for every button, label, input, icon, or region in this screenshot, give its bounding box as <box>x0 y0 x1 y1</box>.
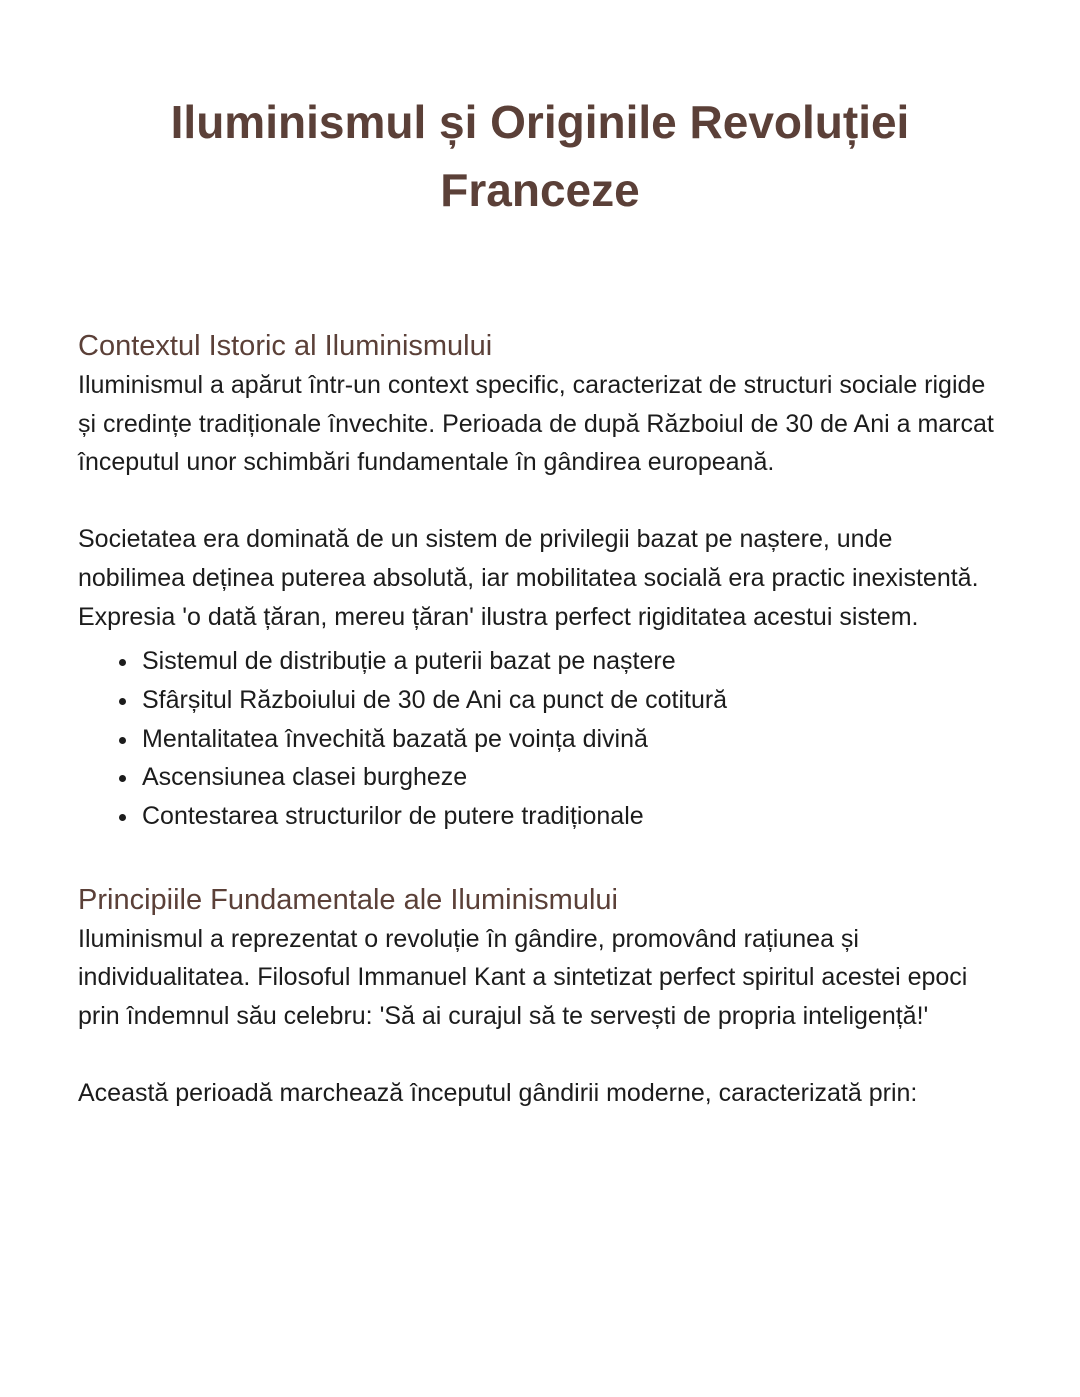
list-item: • Ascensiunea clasei burgheze <box>140 758 1002 797</box>
list-item: • Sfârșitul Războiului de 30 de Ani ca punct de cotitură <box>140 681 1002 720</box>
paragraph: Iluminismul a reprezentat o revoluție în gândire, promovând rațiunea și individualitatea. Filosoful Immanuel Kant a sintetizat perfect spiritul acestei epoci prin îndemnul său celebru: 'Să ai curajul să te servești de propria inteligență!' <box>78 924 968 1031</box>
section-historical-context <box>78 326 1002 836</box>
bullet-list <box>78 642 1002 836</box>
paragraph: Această perioadă marchează începutul gândirii moderne, caracterizată prin: <box>78 1078 918 1107</box>
paragraph: Societatea era dominată de un sistem de privilegii bazat pe naștere, unde nobilimea deținea puterea absolută, iar mobilitatea socială era practic inexistentă. Expresia 'o dată țăran, mereu țăran' ilustra perfect rigiditatea acestui sistem. <box>78 525 979 631</box>
section-heading: Principiile Fundamentale ale Iluminismului <box>78 883 618 916</box>
list-item: • Mentalitatea învechită bazată pe voința divină <box>140 720 1002 759</box>
section-heading: Contextul Istoric al Iluminismului <box>78 330 493 362</box>
section-principles <box>78 880 1002 1113</box>
page-title: Iluminismul și Originile Revoluției Franceze <box>170 96 910 216</box>
list-item: • Sistemul de distribuție a puterii bazat pe naștere <box>140 642 1002 681</box>
list-item: • Contestarea structurilor de putere tradiționale <box>140 797 1002 836</box>
paragraph: Iluminismul a apărut într-un context specific, caracterizat de structuri sociale rigide și credințe tradiționale învechite. Perioada de după Războiul de 30 de Ani a marcat începutul unor schimbări fundamentale în gândirea europeană. <box>78 371 994 477</box>
